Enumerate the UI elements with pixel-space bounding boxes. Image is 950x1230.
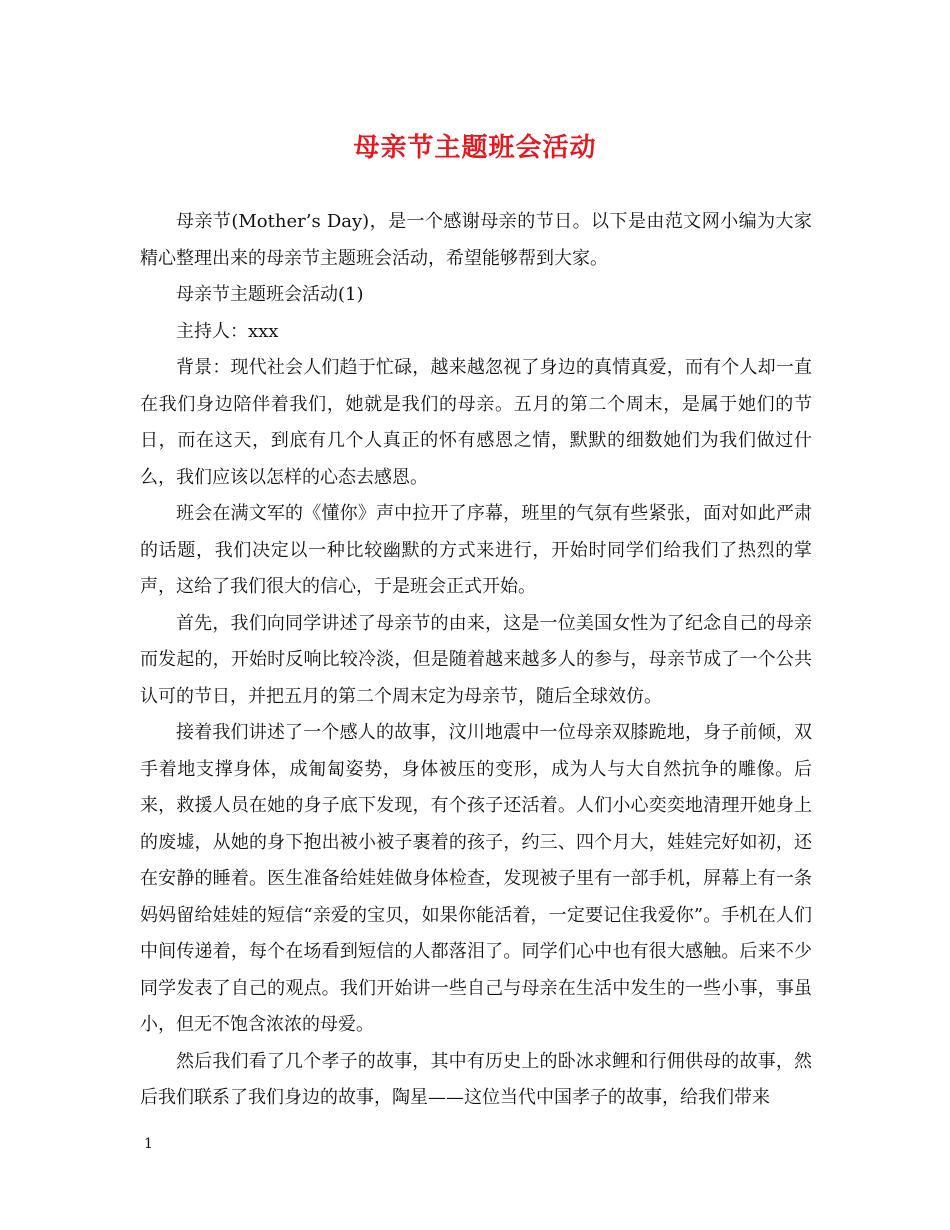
paragraph-section-heading: 母亲节主题班会活动(1) (176, 284, 364, 305)
paragraph-story: 接着我们讲述了一个感人的故事，汶川地震中一位母亲双膝跪地，身子前倾，双手着地支撑身体，成匍匐姿势，身体被压的变形，成为人与大自然抗争的雕像。后来，救援人员在她的身子底下发现，有个孩子还活着。人们小心奕奕地清理开她身上的废墟，从她的身下抱出被小被子裹着的孩子，约三、四个月大，娃娃完好如初，还在安静的睡着。医生准备给娃娃做身体检查，发现被子里有一部手机，屏幕上有一条妈妈留给娃娃的短信“亲爱的宝贝，如果你能活着，一定要记住我爱你”。手机在人们中间传递着，每个在场看到短信的人都落泪了。同学们心中也有很大感触。后来不少同学发表了自己的观点。我们开始讲一些自己与母亲在生活中发生的一些小事，事虽小，但无不饱含浓浓的母爱。 (140, 722, 812, 1035)
paragraph-host: 主持人：xxx (176, 320, 279, 342)
paragraph-opening: 班会在满文军的《懂你》声中拉开了序幕，班里的气氛有些紧张，面对如此严肃的话题，我们决定以一种比较幽默的方式来进行，开始时同学们给我们了热烈的掌声，这给了我们很大的信心，于是班会正式开始。 (140, 503, 812, 597)
paragraph-intro: 母亲节(Mother’s Day)，是一个感谢母亲的节日。以下是由范文网小编为大家精心整理出来的母亲节主题班会活动，希望能够帮到大家。 (140, 211, 812, 269)
document-body (140, 204, 812, 1117)
paragraph-origin: 首先，我们向同学讲述了母亲节的由来，这是一位美国女性为了纪念自己的母亲而发起的，开始时反响比较冷淡，但是随着越来越多人的参与，母亲节成了一个公共认可的节日，并把五月的第二个周末定为母亲节，随后全球效仿。 (140, 612, 812, 707)
paragraph-background: 背景：现代社会人们趋于忙碌，越来越忽视了身边的真情真爱，而有个人却一直在我们身边陪伴着我们，她就是我们的母亲。五月的第二个周末，是属于她们的节日，而在这天，到底有几个人真正的怀有感恩之情，默默的细数她们为我们做过什么，我们应该以怎样的心态去感恩。 (140, 357, 812, 488)
document-title: 母亲节主题班会活动 (353, 133, 597, 163)
paragraph-filial-stories: 然后我们看了几个孝子的故事，其中有历史上的卧冰求鲤和行佣供母的故事，然后我们联系了我们身边的故事，陶星——这位当代中国孝子的故事，给我们带来 (140, 1050, 812, 1108)
page-number: 1 (144, 1136, 153, 1152)
